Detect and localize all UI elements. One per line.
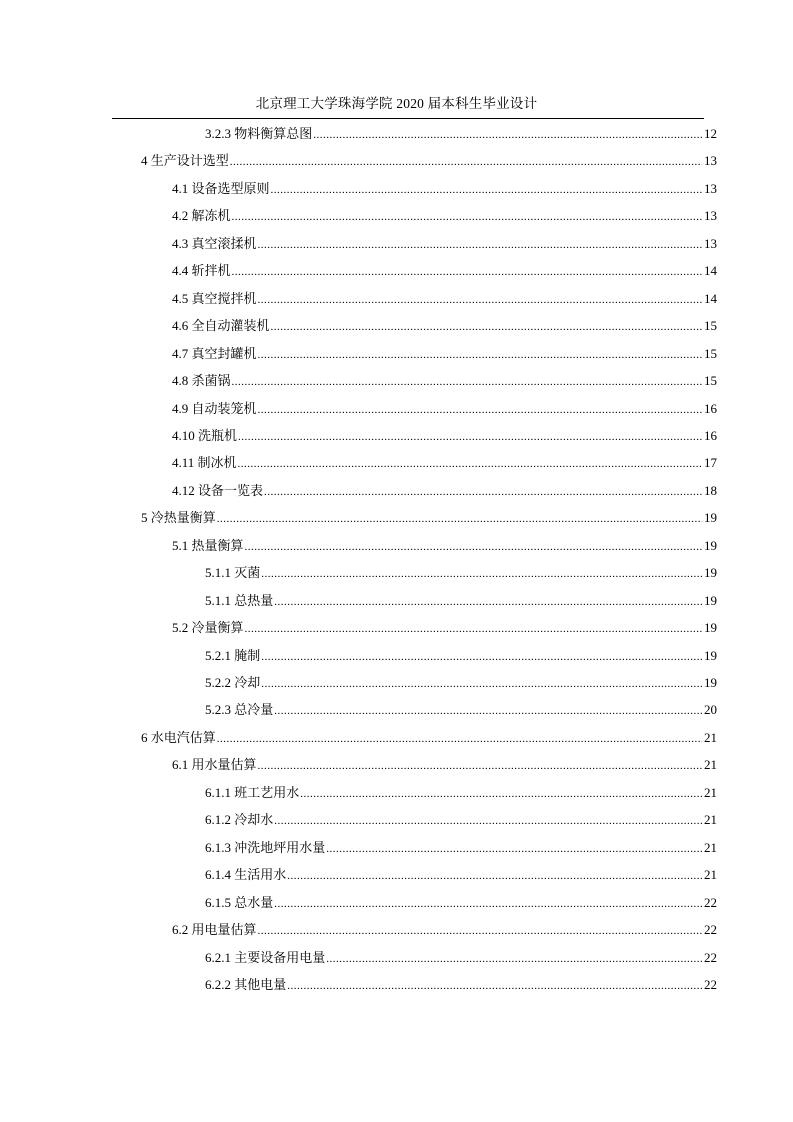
toc-entry[interactable] xyxy=(172,344,717,364)
toc-entry-title: 6.1.3 冲洗地坪用水量 xyxy=(205,839,326,855)
toc-entry[interactable] xyxy=(172,453,717,473)
toc-page-number: 19 xyxy=(704,510,717,526)
toc-leader-dots xyxy=(326,949,702,969)
toc-entry-title: 4.3 真空滚揉机 xyxy=(172,235,257,251)
toc-entry-title: 5 冷热量衡算 xyxy=(141,510,216,526)
toc-entry[interactable] xyxy=(205,124,717,144)
toc-leader-dots xyxy=(258,400,702,420)
toc-entry-title: 4.2 解冻机 xyxy=(172,208,231,224)
toc-entry[interactable] xyxy=(172,234,717,254)
toc-entry-title: 6.1.4 生活用水 xyxy=(205,867,287,883)
toc-entry[interactable] xyxy=(172,261,717,281)
toc-page-number: 21 xyxy=(704,867,717,883)
toc-page-number: 15 xyxy=(704,345,717,361)
toc-leader-dots xyxy=(300,784,702,804)
toc-entry[interactable] xyxy=(205,591,717,611)
toc-page-number: 17 xyxy=(704,455,717,471)
toc-entry[interactable] xyxy=(141,151,717,171)
toc-leader-dots xyxy=(217,509,702,529)
toc-leader-dots xyxy=(264,482,702,502)
toc-entry-title: 5.1.1 总热量 xyxy=(205,592,274,608)
toc-leader-dots xyxy=(230,152,702,172)
toc-page-number: 16 xyxy=(704,400,717,416)
toc-entry-title: 6.1.5 总水量 xyxy=(205,894,274,910)
toc-page-number: 19 xyxy=(704,565,717,581)
toc-leader-dots xyxy=(271,317,702,337)
toc-page-number: 19 xyxy=(704,620,717,636)
toc-leader-dots xyxy=(232,262,702,282)
toc-page-number: 19 xyxy=(704,675,717,690)
toc-page-number: 18 xyxy=(704,482,717,498)
toc-leader-dots xyxy=(217,729,702,749)
toc-page-number: 14 xyxy=(704,263,717,279)
toc-entry-title: 6.1.1 班工艺用水 xyxy=(205,784,300,800)
toc-entry-title: 6.1.2 冷却水 xyxy=(205,812,274,828)
toc-page-number: 22 xyxy=(704,949,717,965)
toc-leader-dots xyxy=(274,592,702,612)
toc-entry[interactable] xyxy=(172,755,717,775)
toc-entry-title: 4.9 自动装笼机 xyxy=(172,400,257,416)
toc-entry[interactable] xyxy=(205,893,717,913)
toc-entry-title: 5.2.3 总冷量 xyxy=(205,702,274,718)
toc-entry[interactable] xyxy=(141,508,717,528)
toc-entry-title: 6.2 用电量估算 xyxy=(172,922,257,938)
toc-page-number: 15 xyxy=(704,373,717,389)
toc-page-number: 14 xyxy=(704,290,717,306)
toc-page-number: 13 xyxy=(704,208,717,224)
toc-leader-dots xyxy=(245,537,702,557)
toc-leader-dots xyxy=(258,921,702,941)
toc-entry[interactable] xyxy=(205,646,717,666)
toc-entry-title: 3.2.3 物料衡算总图 xyxy=(205,126,313,141)
toc-page-number: 20 xyxy=(704,702,717,718)
toc-entry[interactable] xyxy=(205,783,717,803)
toc-leader-dots xyxy=(261,647,702,667)
toc-entry-title: 6.2.2 其他电量 xyxy=(205,976,287,992)
toc-leader-dots xyxy=(274,894,702,914)
toc-entry-title: 5.2.1 腌制 xyxy=(205,647,261,663)
toc-entry-title: 4.7 真空封罐机 xyxy=(172,345,257,361)
toc-entry-title: 4.5 真空搅拌机 xyxy=(172,290,257,306)
toc-page-number: 13 xyxy=(704,180,717,196)
toc-entry[interactable] xyxy=(172,426,717,446)
toc-entry-title: 5.2.2 冷却 xyxy=(205,675,261,690)
toc-entry[interactable] xyxy=(172,371,717,391)
toc-leader-dots xyxy=(274,811,702,831)
toc-entry-title: 5.2 冷量衡算 xyxy=(172,620,244,636)
toc-entry[interactable] xyxy=(172,536,717,556)
header-rule xyxy=(112,118,704,119)
toc-entry[interactable] xyxy=(205,810,717,830)
toc-entry-title: 4.1 设备选型原则 xyxy=(172,180,270,196)
toc-entry-title: 4.8 杀菌锅 xyxy=(172,373,231,389)
toc-entry[interactable] xyxy=(141,728,717,748)
toc-page-number: 16 xyxy=(704,427,717,443)
toc-page-number: 21 xyxy=(704,729,717,745)
toc-entry-title: 4.11 制冰机 xyxy=(172,455,237,471)
toc-entry[interactable] xyxy=(205,563,717,583)
toc-leader-dots xyxy=(287,866,702,886)
toc-leader-dots xyxy=(261,564,702,584)
toc-page-number: 22 xyxy=(704,976,717,992)
toc-leader-dots xyxy=(258,756,702,776)
toc-entry[interactable] xyxy=(172,399,717,419)
toc-leader-dots xyxy=(232,207,702,227)
toc-page-number: 21 xyxy=(704,812,717,828)
toc-entry[interactable] xyxy=(205,948,717,968)
toc-entry[interactable] xyxy=(205,865,717,885)
toc-entry[interactable] xyxy=(172,179,717,199)
toc-entry[interactable] xyxy=(172,481,717,501)
toc-leader-dots xyxy=(271,180,702,200)
toc-entry-title: 4.10 洗瓶机 xyxy=(172,427,238,443)
toc-leader-dots xyxy=(232,372,702,392)
toc-leader-dots xyxy=(245,619,702,639)
toc-entry[interactable] xyxy=(205,700,717,720)
toc-leader-dots xyxy=(326,839,702,859)
toc-entry[interactable] xyxy=(172,618,717,638)
toc-entry[interactable] xyxy=(172,316,717,336)
toc-entry-title: 4.12 设备一览表 xyxy=(172,482,264,498)
toc-leader-dots xyxy=(313,125,702,145)
toc-entry-title: 6.2.1 主要设备用电量 xyxy=(205,949,326,965)
toc-leader-dots xyxy=(261,674,702,694)
toc-entry[interactable] xyxy=(205,838,717,858)
toc-page-number: 19 xyxy=(704,592,717,608)
toc-entry-title: 4 生产设计选型 xyxy=(141,153,229,169)
toc-entry-title: 4.4 斩拌机 xyxy=(172,263,231,279)
toc-entry[interactable] xyxy=(205,673,717,693)
toc-leader-dots xyxy=(274,701,702,721)
toc-page-number: 13 xyxy=(704,153,717,169)
toc-leader-dots xyxy=(238,454,702,474)
toc-entry-title: 5.1 热量衡算 xyxy=(172,537,244,553)
toc-page-number: 12 xyxy=(704,126,717,141)
toc-page-number: 21 xyxy=(704,839,717,855)
toc-page-number: 21 xyxy=(704,784,717,800)
toc-entry-title: 5.1.1 灭菌 xyxy=(205,565,261,581)
toc-entry[interactable] xyxy=(205,975,717,995)
toc-page-number: 19 xyxy=(704,647,717,663)
toc-page-number: 19 xyxy=(704,537,717,553)
toc-entry[interactable] xyxy=(172,920,717,940)
toc-leader-dots xyxy=(258,290,702,310)
toc-leader-dots xyxy=(287,976,702,996)
toc-page-number: 22 xyxy=(704,922,717,938)
toc-page-number: 22 xyxy=(704,894,717,910)
toc-page-number: 15 xyxy=(704,318,717,334)
toc-entry[interactable] xyxy=(172,289,717,309)
toc-entry-title: 4.6 全自动灌装机 xyxy=(172,318,270,334)
toc-leader-dots xyxy=(238,427,702,447)
toc-leader-dots xyxy=(258,345,702,365)
toc-entry[interactable] xyxy=(172,206,717,226)
toc-page-number: 13 xyxy=(704,235,717,251)
page-header: 北京理工大学珠海学院 2020 届本科生毕业设计 xyxy=(255,96,538,111)
toc-entry-title: 6.1 用水量估算 xyxy=(172,757,257,773)
toc-page-number: 21 xyxy=(704,757,717,773)
toc-entry-title: 6 水电汽估算 xyxy=(141,729,216,745)
toc-leader-dots xyxy=(258,235,702,255)
